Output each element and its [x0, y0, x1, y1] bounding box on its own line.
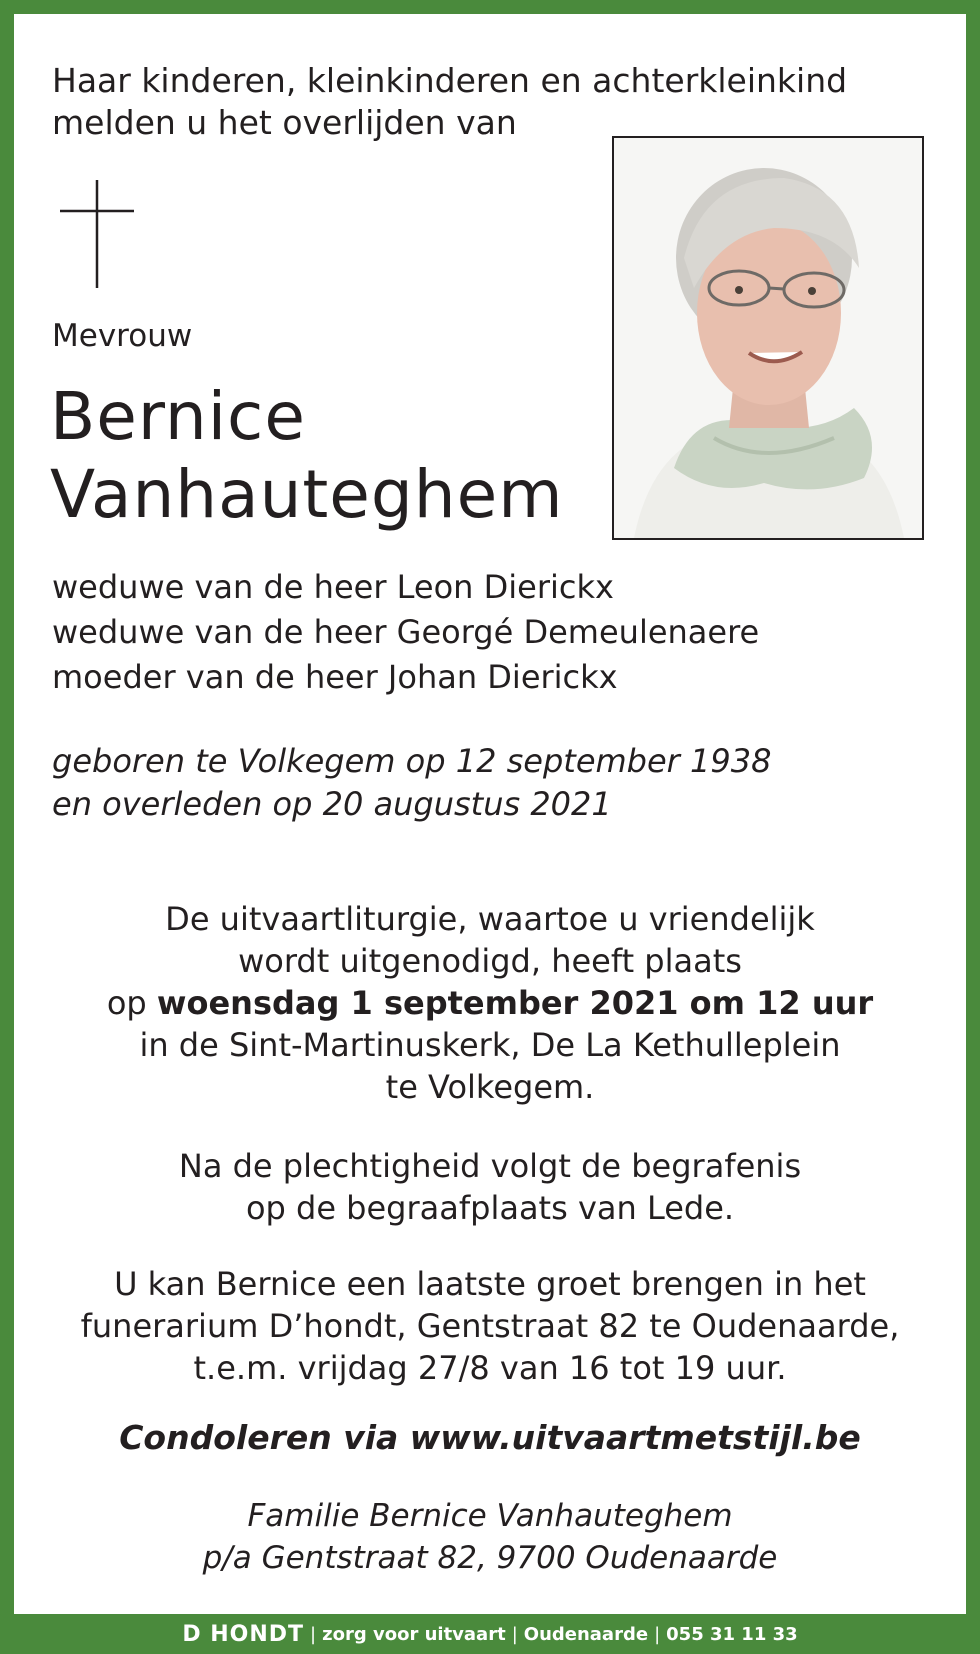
visit-line-1: U kan Bernice een laatste groet brengen in het — [114, 1265, 866, 1303]
intro-text — [52, 60, 847, 144]
burial-line-2: op de begraafplaats van Lede. — [245, 1189, 735, 1227]
footer-tagline: zorg voor uitvaart — [322, 1623, 506, 1645]
visitation-info — [14, 1263, 966, 1389]
last-name: Vanhauteghem — [50, 456, 564, 533]
relation-line: weduwe van de heer Georgé Demeulenaere — [52, 613, 760, 651]
life-dates — [52, 740, 771, 826]
burial-info — [14, 1145, 966, 1229]
liturgy-date: woensdag 1 september 2021 om 12 uur — [156, 984, 874, 1022]
relation-line: weduwe van de heer Leon Dierickx — [52, 568, 614, 606]
brand-logo: D HONDT — [182, 1621, 305, 1647]
honorific: Mevrouw — [52, 318, 193, 354]
relations — [52, 565, 759, 700]
liturgy-line-4: in de Sint-Martinuskerk, De La Kethulleplein — [139, 1026, 841, 1064]
liturgy-announcement — [14, 898, 966, 1108]
portrait-photo — [612, 136, 924, 540]
funeral-home-footer: D HONDT | zorg voor uitvaart | Oudenaarde | 055 31 11 33 — [182, 1621, 798, 1647]
relation-line: moeder van de heer Johan Dierickx — [52, 658, 618, 696]
signature-line-2: p/a Gentstraat 82, 9700 Oudenaarde — [202, 1540, 778, 1576]
signature-line-1: Familie Bernice Vanhauteghem — [247, 1498, 733, 1534]
first-name: Bernice — [50, 378, 306, 455]
footer-phone[interactable]: 055 31 11 33 — [666, 1623, 798, 1645]
cross-icon — [60, 180, 134, 288]
liturgy-line-2: wordt uitgenodigd, heeft plaats — [238, 942, 742, 980]
visit-line-2: funerarium D’hondt, Gentstraat 82 te Oudenaarde, — [80, 1307, 900, 1345]
liturgy-line-3 — [14, 982, 966, 1024]
liturgy-prefix: op — [106, 984, 157, 1022]
footer-city: Oudenaarde — [523, 1623, 649, 1645]
family-signature — [14, 1495, 966, 1579]
death-line: en overleden op 20 augustus 2021 — [52, 785, 612, 823]
intro-line-2: melden u het overlijden van — [52, 103, 517, 142]
burial-line-1: Na de plechtigheid volgt de begrafenis — [178, 1147, 802, 1185]
condolence-link[interactable]: Condoleren via www.uitvaartmetstijl.be — [119, 1418, 861, 1457]
intro-line-1: Haar kinderen, kleinkinderen en achterkleinkind — [52, 61, 848, 100]
liturgy-line-1: De uitvaartliturgie, waartoe u vriendelijk — [165, 900, 815, 938]
birth-line: geboren te Volkegem op 12 september 1938 — [52, 742, 772, 780]
visit-line-3: t.e.m. vrijdag 27/8 van 16 tot 19 uur. — [193, 1349, 787, 1387]
deceased-name — [50, 378, 564, 534]
liturgy-line-5: te Volkegem. — [385, 1068, 595, 1106]
portrait-image — [614, 138, 922, 538]
